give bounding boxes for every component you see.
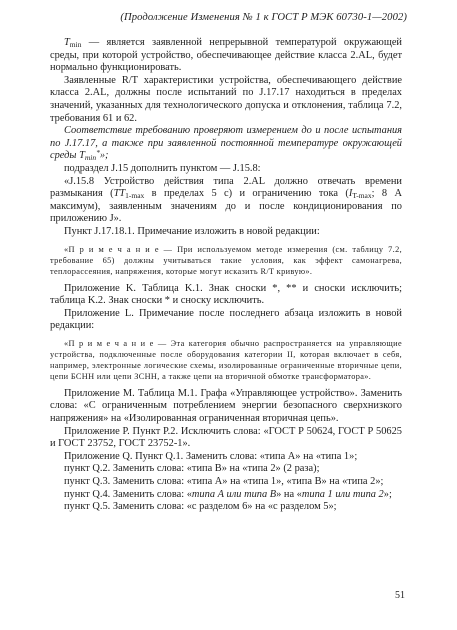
paragraph-q2: пункт Q.2. Заменить слова: «типа В» на «типа 2» (2 раза);: [64, 463, 320, 475]
running-header: (Продолжение Изменения № 1 к ГОСТ Р МЭК 60730-1—2002): [120, 12, 407, 23]
paragraph-q5: пункт Q.5. Заменить слова: «с разделом 6» на «с разделом 5»;: [64, 501, 337, 513]
paragraph-j17-18-1: Пункт J.17.18.1. Примечание изложить в новой редакции:: [64, 225, 320, 237]
paragraph-add-clause: подраздел J.15 дополнить пунктом — J.15.8:: [64, 162, 261, 174]
paragraph-annex-l: Приложение L. Примечание после последнего абзаца изложить в новой редакции:: [50, 307, 402, 332]
paragraph-q4: пункт Q.4. Заменить слова: «типа А или типа В» на «типа 1 или типа 2»;: [64, 488, 392, 500]
note-category: «П р и м е ч а н и е — Эта категория обычно распространяется на управляющие устройства, подключенные после оборудования категории II, которая включает в себя, например, электронные логические схемы, изолированные ограниченные вторичные цепи, цепи БСНН или цепи ЗСНН, а также цепи на вторичной обмотке трансформатора».: [50, 338, 402, 381]
paragraph-compliance: Соответствие требованию проверяют измерением до и после испытания по J.17.17, а также при заявленной постоянной температуре окружающей среды $T_{min}^*$»;: [50, 125, 402, 163]
paragraph-annex-q1: Приложение Q. Пункт Q.1. Заменить слова: «типа А» на «типа 1»;: [64, 450, 358, 462]
page-number: 51: [395, 590, 405, 601]
paragraph-annex-k: Приложение K. Таблица K.1. Знак сноски *, ** и сноски исключить; таблица K.2. Знак сноски * и сноску исключить.: [50, 282, 402, 307]
paragraph-q3: пункт Q.3. Заменить слова: «типа А» на «типа 1», «типа В» на «типа 2»;: [64, 476, 384, 488]
body-text: [50, 37, 402, 514]
paragraph-tmin-definition: $T_{min}$ — является заявленной непрерывной температурой окружающей среды, при которой устройство, обеспечивающее действие класса 2.AL, будет нормально функционировать.: [50, 37, 402, 74]
paragraph-annex-p: Приложение P. Пункт P.2. Исключить слова: «ГОСТ Р 50624, ГОСТ Р 50625 и ГОСТ 23752, ГОСТ 23752-1».: [50, 425, 402, 450]
note-measurement: «П р и м е ч а н и е — При используемом методе измерения (см. таблицу 7.2, требование 65) должны учитываться такие условия, как эффект самонагрева, теплорассеяния, напряжения, которые могут исказить R/T кривую».: [50, 244, 402, 276]
paragraph-annex-m: Приложение M. Таблица M.1. Графа «Управляющее устройство». Заменить слова: «С ограниченным потреблением энергии безопасного сверхнизкого напряжения» на «Изолированная ограниченная вторичная цепь».: [50, 387, 402, 425]
paragraph-j15-8: «J.15.8 Устройство действия типа 2.AL должно отвечать времени размыкания ($TT_{1-max}$ в пределах 5 с) и ограничению тока ($I_{T-max}$; 8 А максимум), заявленным значениям до и после кондиционирования по приложению J».: [50, 175, 402, 225]
paragraph-rt-characteristics: Заявленные R/T характеристики устройства, обеспечивающего действие класса 2.AL, должны после испытаний по J.17.17 находиться в пределах значений, указанных для технологического допуска и отклонения, таблица 7.2, требования 61 и 62.: [50, 74, 402, 124]
